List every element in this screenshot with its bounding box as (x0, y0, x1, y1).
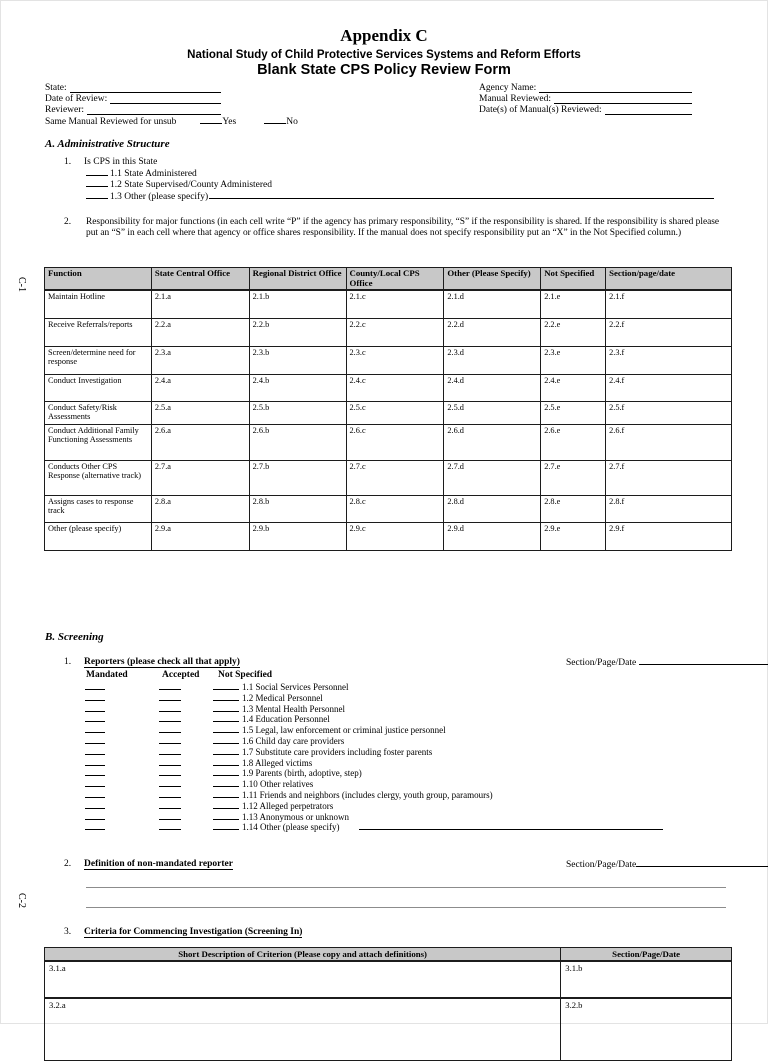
accepted-blank-line (159, 829, 181, 830)
mandated-blank-line (85, 754, 105, 755)
cell: 2.4.e (541, 374, 606, 401)
state-field (45, 83, 221, 94)
cell: 2.6.f (606, 424, 732, 460)
cell: 2.7.b (249, 460, 346, 495)
option-1-3-blank-line (86, 191, 108, 199)
cell: 2.1.d (444, 290, 541, 318)
responsibility-table-header-row (45, 268, 732, 291)
cell: 2.4.a (151, 374, 249, 401)
table-row (45, 401, 732, 424)
reporter-row (1, 822, 768, 833)
option-1-2 (86, 179, 716, 190)
cell: 2.6.a (151, 424, 249, 460)
reporter-checklist (1, 682, 768, 833)
question-1-options (86, 168, 716, 202)
reporter-row (1, 693, 768, 704)
side-page-label-top: C-1 (16, 277, 27, 292)
mandated-blank-line (85, 808, 105, 809)
section-a-heading: A. Administrative Structure (45, 138, 170, 150)
accepted-blank-line (159, 786, 181, 787)
not-specified-blank-line (213, 700, 239, 701)
reporter-item-label: 1.4 Education Personnel (242, 714, 330, 725)
reporter-item-label: 1.13 Anonymous or unknown (242, 811, 350, 822)
question-1 (64, 157, 157, 167)
writing-line (86, 887, 726, 888)
cell: 2.3.f (606, 346, 732, 374)
dates-of-manuals-blank-line (605, 105, 692, 115)
function-cell: Receive Referrals/reports (45, 318, 152, 346)
accepted-blank-line (159, 797, 181, 798)
reporter-item-label: 1.3 Mental Health Personnel (242, 703, 345, 714)
cell: 2.3.b (249, 346, 346, 374)
accepted-blank-line (159, 689, 181, 690)
cell: 2.9.b (249, 522, 346, 550)
table-row (45, 998, 732, 1060)
option-1-3 (86, 191, 716, 202)
title-block (1, 26, 767, 78)
cell: 2.9.c (346, 522, 444, 550)
reviewer-blank-line (87, 105, 221, 115)
reporter-row (1, 812, 768, 823)
not-specified-blank-line (213, 786, 239, 787)
reporter-row (1, 747, 768, 758)
side-page-label-bottom: C-2 (16, 893, 27, 908)
not-specified-blank-line (213, 732, 239, 733)
cell: 2.8.b (249, 495, 346, 522)
col-section-page-date: Section/page/date (606, 268, 732, 291)
table-row (45, 961, 732, 998)
definition-number: 2. (64, 859, 72, 869)
mandated-blank-line (85, 721, 105, 722)
criteria-title: Criteria for Commencing Investigation (Screening In) (84, 927, 303, 937)
option-1-3-label: 1.3 Other (please specify) (110, 191, 209, 202)
cell: 2.6.c (346, 424, 444, 460)
study-title: National Study of Child Protective Services Systems and Reform Efforts (187, 49, 581, 61)
yes-label: Yes (222, 117, 237, 127)
date-of-review-blank-line (110, 94, 221, 104)
cell: 2.8.c (346, 495, 444, 522)
question-2 (64, 217, 728, 240)
accepted-blank-line (159, 732, 181, 733)
mandated-blank-line (85, 797, 105, 798)
option-1-1-label: 1.1 State Administered (110, 169, 197, 179)
not-specified-blank-line (213, 819, 239, 820)
function-cell: Conducts Other CPS Response (alternative track) (45, 460, 152, 495)
function-cell: Assigns cases to response track (45, 495, 152, 522)
yes-blank-line (200, 116, 222, 124)
mandated-blank-line (85, 829, 105, 830)
writing-line (86, 907, 726, 908)
reporter-item-label: 1.5 Legal, law enforcement or criminal justice personnel (242, 725, 446, 736)
option-1-2-label: 1.2 State Supervised/County Administered (110, 180, 273, 191)
question-1-text: Is CPS in this State (84, 157, 158, 167)
not-specified-blank-line (213, 721, 239, 722)
reporter-item-label: 1.14 Other (please specify) (242, 822, 340, 833)
col-function: Function (45, 268, 152, 291)
accepted-blank-line (159, 711, 181, 712)
reporter-row (1, 682, 768, 693)
no-label: No (286, 117, 298, 127)
question-2-text: Responsibility for major functions (in each cell write “P” if the agency has primary responsibility, “S” if the responsibility is shared. If the responsibility is shared please put an “S” in each cell where that agency or office shares responsibility. If the manual does not specify responsibility put an “X” in the Not Specified column.) (86, 217, 720, 239)
function-cell: Conduct Safety/Risk Assessments (45, 401, 152, 424)
mandated-blank-line (85, 765, 105, 766)
reporter-row (1, 801, 768, 812)
definition-section-page-date (566, 859, 768, 870)
col-short-description: Short Description of Criterion (Please copy and attach definitions) (45, 948, 561, 962)
accepted-blank-line (159, 743, 181, 744)
other-specify-line (359, 829, 663, 830)
col-not-specified: Not Specified (541, 268, 606, 291)
cell: 2.6.b (249, 424, 346, 460)
cell: 2.1.a (151, 290, 249, 318)
criteria-question (64, 927, 302, 937)
option-1-2-blank-line (86, 179, 108, 187)
cell: 2.7.c (346, 460, 444, 495)
cell: 2.3.e (541, 346, 606, 374)
question-1-number: 1. (64, 157, 72, 167)
cell: 2.9.d (444, 522, 541, 550)
cell: 2.7.f (606, 460, 732, 495)
cell: 2.5.a (151, 401, 249, 424)
state-blank-line (70, 83, 221, 93)
not-specified-blank-line (213, 808, 239, 809)
manual-reviewed-field (479, 94, 692, 105)
mandated-column-header: Mandated (86, 670, 128, 680)
criterion-cell: 3.2.a (45, 998, 561, 1060)
same-manual-field (45, 116, 298, 127)
col-county-local-cps-office: County/Local CPS Office (346, 268, 444, 291)
cell: 2.6.d (444, 424, 541, 460)
mandated-blank-line (85, 711, 105, 712)
cell: 2.5.b (249, 401, 346, 424)
cell: 2.1.f (606, 290, 732, 318)
section-page-date-label: Section/Page/Date (566, 658, 637, 668)
reporter-row (1, 758, 768, 769)
cell: 2.9.e (541, 522, 606, 550)
reporters-question (64, 657, 767, 667)
mandated-blank-line (85, 743, 105, 744)
col-other-please-specify: Other (Please Specify) (444, 268, 541, 291)
mandated-blank-line (85, 700, 105, 701)
cell: 2.2.c (346, 318, 444, 346)
not-specified-blank-line (213, 829, 239, 830)
definition-title: Definition of non-mandated reporter (84, 859, 233, 869)
responsibility-table (44, 267, 732, 551)
mandated-blank-line (85, 819, 105, 820)
cell: 2.2.a (151, 318, 249, 346)
section-page-date-label: Section/Page/Date (566, 860, 637, 870)
not-specified-blank-line (213, 765, 239, 766)
accepted-blank-line (159, 775, 181, 776)
cell: 2.7.a (151, 460, 249, 495)
cell: 2.5.d (444, 401, 541, 424)
table-row (45, 495, 732, 522)
cell: 2.2.b (249, 318, 346, 346)
agency-name-blank-line (539, 83, 692, 93)
cell: 2.2.e (541, 318, 606, 346)
accepted-blank-line (159, 700, 181, 701)
form-title: Blank State CPS Policy Review Form (257, 62, 511, 78)
definition-question (64, 859, 767, 869)
reviewer-field (45, 105, 221, 116)
accepted-blank-line (159, 819, 181, 820)
cell: 2.4.f (606, 374, 732, 401)
reporter-item-label: 1.8 Alleged victims (242, 757, 313, 768)
col-regional-district-office: Regional District Office (249, 268, 346, 291)
reporter-item-label: 1.2 Medical Personnel (242, 692, 323, 703)
cell: 2.8.a (151, 495, 249, 522)
cell: 2.7.d (444, 460, 541, 495)
reporter-row (1, 736, 768, 747)
cell: 2.3.c (346, 346, 444, 374)
reporter-item-label: 1.11 Friends and neighbors (includes clergy, youth group, paramours) (242, 789, 493, 800)
date-of-review-field (45, 94, 221, 105)
manual-reviewed-label: Manual Reviewed: (479, 94, 552, 104)
no-blank-line (264, 116, 286, 124)
reporters-number: 1. (64, 657, 72, 667)
cell: 2.1.e (541, 290, 606, 318)
cell: 2.8.e (541, 495, 606, 522)
not-specified-blank-line (213, 743, 239, 744)
reviewer-label: Reviewer: (45, 105, 85, 115)
cell: 2.5.e (541, 401, 606, 424)
cell: 2.2.f (606, 318, 732, 346)
cell: 2.4.d (444, 374, 541, 401)
cell: 2.9.f (606, 522, 732, 550)
manual-reviewed-blank-line (554, 94, 692, 104)
function-cell: Screen/determine need for response (45, 346, 152, 374)
same-manual-label: Same Manual Reviewed for unsub (45, 117, 177, 127)
accepted-blank-line (159, 754, 181, 755)
mandated-blank-line (85, 689, 105, 690)
section-page-date-blank-line (636, 859, 768, 867)
cell: 2.5.f (606, 401, 732, 424)
cell: 2.6.e (541, 424, 606, 460)
cell: 2.1.c (346, 290, 444, 318)
not-specified-column-header: Not Specified (218, 670, 273, 680)
accepted-blank-line (159, 808, 181, 809)
table-row (45, 346, 732, 374)
cell: 2.1.b (249, 290, 346, 318)
function-cell: Conduct Additional Family Functioning Assessments (45, 424, 152, 460)
cell: 2.8.d (444, 495, 541, 522)
accepted-blank-line (159, 721, 181, 722)
cell: 2.7.e (541, 460, 606, 495)
not-specified-blank-line (213, 775, 239, 776)
agency-name-label: Agency Name: (479, 83, 537, 93)
right-info-fields (479, 83, 692, 116)
reporter-row (1, 704, 768, 715)
reporter-row (1, 725, 768, 736)
section-b-heading: B. Screening (45, 631, 104, 643)
dates-of-manuals-label: Date(s) of Manual(s) Reviewed: (479, 105, 602, 115)
table-row (45, 318, 732, 346)
left-info-fields (45, 83, 221, 116)
cell: 2.5.c (346, 401, 444, 424)
table-row (45, 522, 732, 550)
not-specified-blank-line (213, 711, 239, 712)
mandated-blank-line (85, 786, 105, 787)
appendix-title: Appendix C (340, 26, 428, 45)
table-row (45, 460, 732, 495)
function-cell: Other (please specify) (45, 522, 152, 550)
col-section-page-date: Section/Page/Date (561, 948, 732, 962)
option-1-1 (86, 168, 716, 179)
date-of-review-label: Date of Review: (45, 94, 108, 104)
table-row (45, 424, 732, 460)
not-specified-blank-line (213, 797, 239, 798)
criteria-table (44, 947, 732, 1061)
cell: 2.9.a (151, 522, 249, 550)
reporters-section-page-date (566, 657, 768, 668)
reporter-row (1, 768, 768, 779)
agency-name-field (479, 83, 692, 94)
reporter-item-label: 1.10 Other relatives (242, 779, 314, 790)
accepted-column-header: Accepted (162, 670, 200, 680)
option-1-1-blank-line (86, 168, 108, 176)
reporters-title: Reporters (please check all that apply) (84, 657, 240, 667)
cell: 2.4.c (346, 374, 444, 401)
reporter-item-label: 1.1 Social Services Personnel (242, 682, 349, 692)
reporter-row (1, 779, 768, 790)
reporter-row (1, 714, 768, 725)
criteria-table-header-row (45, 948, 732, 962)
table-row (45, 290, 732, 318)
criterion-cell: 3.1.a (45, 961, 561, 998)
mandated-blank-line (85, 775, 105, 776)
cell: 2.3.d (444, 346, 541, 374)
cell: 2.8.f (606, 495, 732, 522)
col-state-central-office: State Central Office (151, 268, 249, 291)
reporter-item-label: 1.12 Alleged perpetrators (242, 800, 334, 811)
cell: 2.2.d (444, 318, 541, 346)
state-label: State: (45, 83, 67, 93)
section-page-date-blank-line (639, 657, 768, 665)
table-row (45, 374, 732, 401)
reporter-item-label: 1.6 Child day care providers (242, 735, 345, 746)
reporter-item-label: 1.9 Parents (birth, adoptive, step) (242, 768, 362, 779)
function-cell: Conduct Investigation (45, 374, 152, 401)
not-specified-blank-line (213, 689, 239, 690)
cell: 2.3.a (151, 346, 249, 374)
mandated-blank-line (85, 732, 105, 733)
dates-of-manuals-field (479, 105, 692, 116)
criteria-number: 3. (64, 927, 72, 937)
cell: 2.4.b (249, 374, 346, 401)
reporter-item-label: 1.7 Substitute care providers including foster parents (242, 746, 433, 757)
section-page-date-cell: 3.2.b (561, 998, 732, 1060)
question-2-number: 2. (64, 217, 72, 227)
not-specified-blank-line (213, 754, 239, 755)
function-cell: Maintain Hotline (45, 290, 152, 318)
option-1-3-specify-line (209, 191, 714, 199)
section-page-date-cell: 3.1.b (561, 961, 732, 998)
reporter-row (1, 790, 768, 801)
accepted-blank-line (159, 765, 181, 766)
